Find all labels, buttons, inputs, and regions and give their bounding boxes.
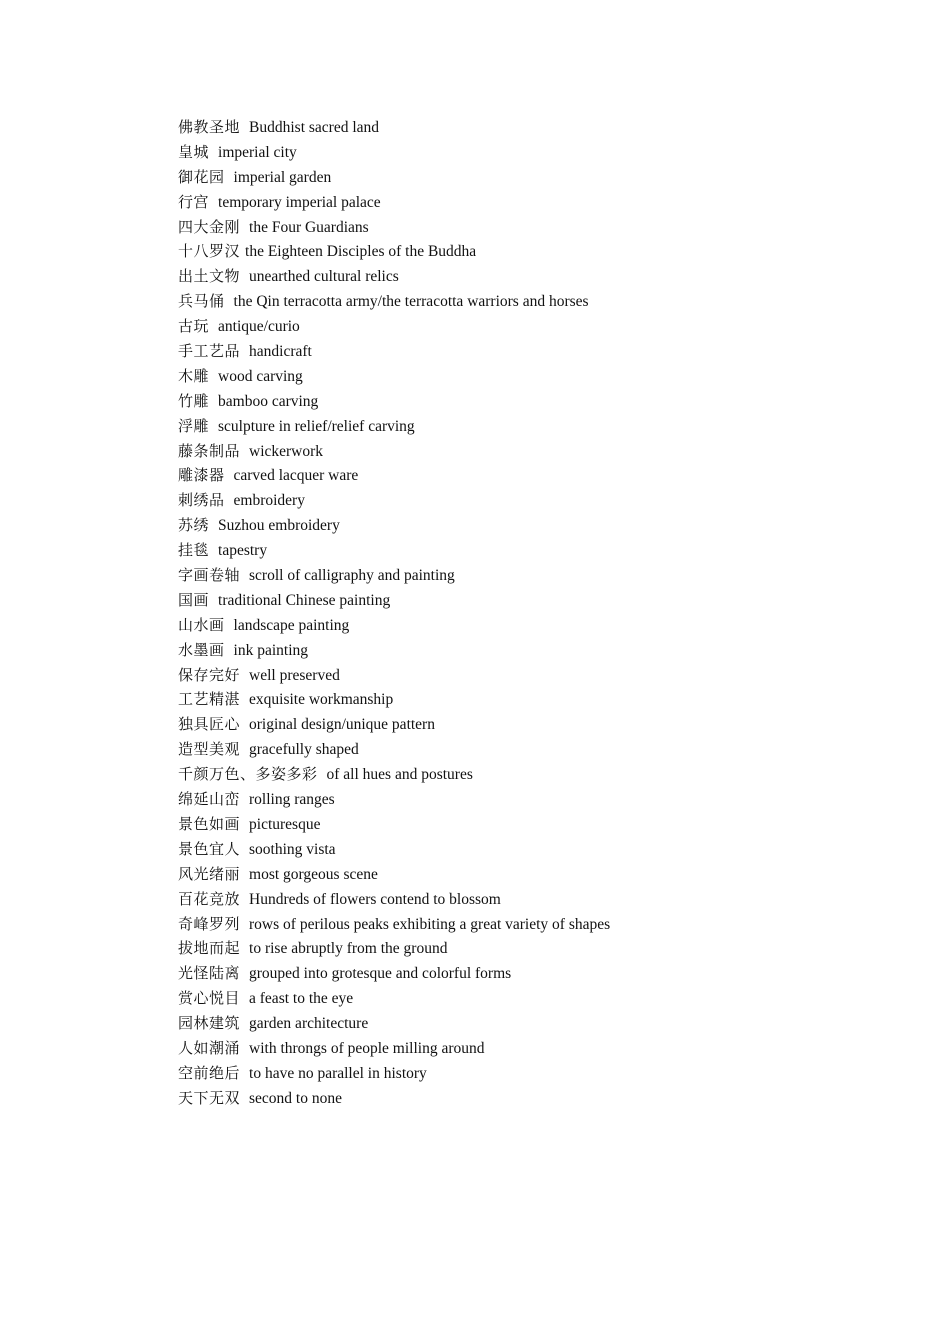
chinese-term: 苏绣 — [178, 516, 210, 535]
english-translation: rows of perilous peaks exhibiting a great variety of shapes — [249, 915, 611, 933]
english-translation: a feast to the eye — [249, 990, 354, 1008]
english-translation: imperial city — [218, 143, 297, 161]
chinese-term: 御花园 — [178, 167, 225, 186]
glossary-entry — [178, 364, 898, 389]
english-translation: with throngs of people milling around — [249, 1039, 485, 1057]
chinese-term: 赏心悦目 — [178, 989, 241, 1008]
glossary-entry — [178, 687, 898, 712]
glossary-entry — [178, 1061, 898, 1086]
english-translation: rolling ranges — [249, 791, 335, 809]
glossary-entry — [178, 837, 898, 862]
glossary-entry — [178, 538, 898, 563]
glossary-entry — [178, 1036, 898, 1061]
english-translation: Suzhou embroidery — [218, 517, 340, 535]
chinese-term: 风光绪丽 — [178, 864, 241, 883]
glossary-entry — [178, 712, 898, 737]
english-translation: exquisite workmanship — [249, 691, 394, 709]
chinese-term: 人如潮涌 — [178, 1038, 241, 1057]
glossary-entry — [178, 787, 898, 812]
chinese-term: 奇峰罗列 — [178, 914, 241, 933]
english-translation: second to none — [249, 1089, 342, 1107]
english-translation: to have no parallel in history — [249, 1064, 427, 1082]
chinese-term: 行宫 — [178, 192, 210, 211]
english-translation: most gorgeous scene — [249, 865, 378, 883]
glossary-entry — [178, 264, 898, 289]
chinese-term: 景色如画 — [178, 814, 241, 833]
chinese-term: 景色宜人 — [178, 839, 241, 858]
english-translation: landscape painting — [233, 616, 350, 634]
glossary-entry — [178, 563, 898, 588]
glossary-entry — [178, 190, 898, 215]
glossary-entry — [178, 812, 898, 837]
english-translation: tapestry — [218, 542, 268, 560]
chinese-term: 国画 — [178, 590, 210, 609]
english-translation: sculpture in relief/relief carving — [218, 417, 415, 435]
english-translation: original design/unique pattern — [249, 716, 435, 734]
english-translation: garden architecture — [249, 1015, 369, 1033]
english-translation: soothing vista — [249, 840, 336, 858]
english-translation: picturesque — [249, 815, 321, 833]
chinese-term: 独具匠心 — [178, 715, 241, 734]
glossary-entry — [178, 862, 898, 887]
chinese-term: 手工艺品 — [178, 342, 241, 361]
glossary-entry — [178, 887, 898, 912]
glossary-entry — [178, 463, 898, 488]
english-translation: the Four Guardians — [249, 218, 369, 236]
english-translation: ink painting — [233, 641, 308, 659]
glossary-entry — [178, 936, 898, 961]
glossary-entry — [178, 663, 898, 688]
glossary-entry — [178, 513, 898, 538]
glossary-entry — [178, 961, 898, 986]
glossary-entry — [178, 638, 898, 663]
glossary-entry — [178, 488, 898, 513]
chinese-term: 兵马俑 — [178, 292, 225, 311]
chinese-term: 保存完好 — [178, 665, 241, 684]
chinese-term: 雕漆器 — [178, 466, 225, 485]
chinese-term: 造型美观 — [178, 740, 241, 759]
chinese-term: 空前绝后 — [178, 1063, 241, 1082]
chinese-term: 千颜万色、多姿多彩 — [178, 765, 318, 784]
chinese-term: 挂毯 — [178, 541, 210, 560]
glossary-entry — [178, 165, 898, 190]
english-translation: carved lacquer ware — [233, 467, 359, 485]
english-translation: wood carving — [218, 367, 303, 385]
glossary-entry — [178, 1011, 898, 1036]
glossary-entry — [178, 239, 898, 264]
english-translation: unearthed cultural relics — [249, 268, 399, 286]
glossary-entry — [178, 140, 898, 165]
english-translation: embroidery — [233, 492, 305, 510]
chinese-term: 绵延山峦 — [178, 790, 241, 809]
chinese-term: 古玩 — [178, 317, 210, 336]
glossary-entry — [178, 215, 898, 240]
glossary-entry — [178, 339, 898, 364]
chinese-term: 佛教圣地 — [178, 118, 241, 136]
glossary-entry — [178, 389, 898, 414]
english-translation: Buddhist sacred land — [249, 119, 380, 136]
glossary-entry — [178, 613, 898, 638]
chinese-term: 工艺精湛 — [178, 690, 241, 709]
glossary-entry — [178, 762, 898, 787]
chinese-term: 天下无双 — [178, 1088, 241, 1107]
english-translation: handicraft — [249, 343, 312, 361]
english-translation: grouped into grotesque and colorful forms — [249, 965, 512, 983]
english-translation: to rise abruptly from the ground — [249, 940, 448, 958]
chinese-term: 山水画 — [178, 615, 225, 634]
english-translation: gracefully shaped — [249, 741, 359, 759]
english-translation: the Eighteen Disciples of the Buddha — [245, 243, 477, 261]
chinese-term: 十八罗汉 — [178, 242, 241, 261]
chinese-term: 水墨画 — [178, 640, 225, 659]
chinese-term: 浮雕 — [178, 416, 210, 435]
glossary-entry — [178, 986, 898, 1011]
english-translation: Hundreds of flowers contend to blossom — [249, 890, 501, 908]
chinese-term: 四大金刚 — [178, 217, 241, 236]
glossary-entry — [178, 1086, 898, 1111]
english-translation: scroll of calligraphy and painting — [249, 567, 455, 585]
chinese-term: 藤条制品 — [178, 441, 241, 460]
glossary-entry — [178, 737, 898, 762]
chinese-term: 皇城 — [178, 142, 210, 161]
english-translation: antique/curio — [218, 318, 300, 336]
chinese-term: 刺绣品 — [178, 491, 225, 510]
english-translation: traditional Chinese painting — [218, 591, 391, 609]
english-translation: imperial garden — [233, 168, 332, 186]
english-translation: bamboo carving — [218, 392, 319, 410]
chinese-term: 字画卷轴 — [178, 566, 241, 585]
chinese-term: 木雕 — [178, 366, 210, 385]
english-translation: wickerwork — [249, 442, 324, 460]
english-translation: the Qin terracotta army/the terracotta warriors and horses — [233, 293, 589, 311]
english-translation: of all hues and postures — [326, 766, 473, 784]
chinese-term: 拔地而起 — [178, 939, 241, 958]
english-translation: temporary imperial palace — [218, 193, 381, 211]
glossary-entry — [178, 588, 898, 613]
chinese-term: 光怪陆离 — [178, 964, 241, 983]
glossary-entry — [178, 115, 898, 140]
glossary-entry — [178, 414, 898, 439]
glossary-entry — [178, 439, 898, 464]
glossary-entry — [178, 912, 898, 937]
glossary-entry — [178, 289, 898, 314]
glossary-entry — [178, 314, 898, 339]
glossary-list — [178, 115, 898, 1111]
english-translation: well preserved — [249, 666, 340, 684]
chinese-term: 园林建筑 — [178, 1014, 241, 1033]
chinese-term: 竹雕 — [178, 391, 210, 410]
chinese-term: 百花竞放 — [178, 889, 241, 908]
chinese-term: 出土文物 — [178, 267, 241, 286]
